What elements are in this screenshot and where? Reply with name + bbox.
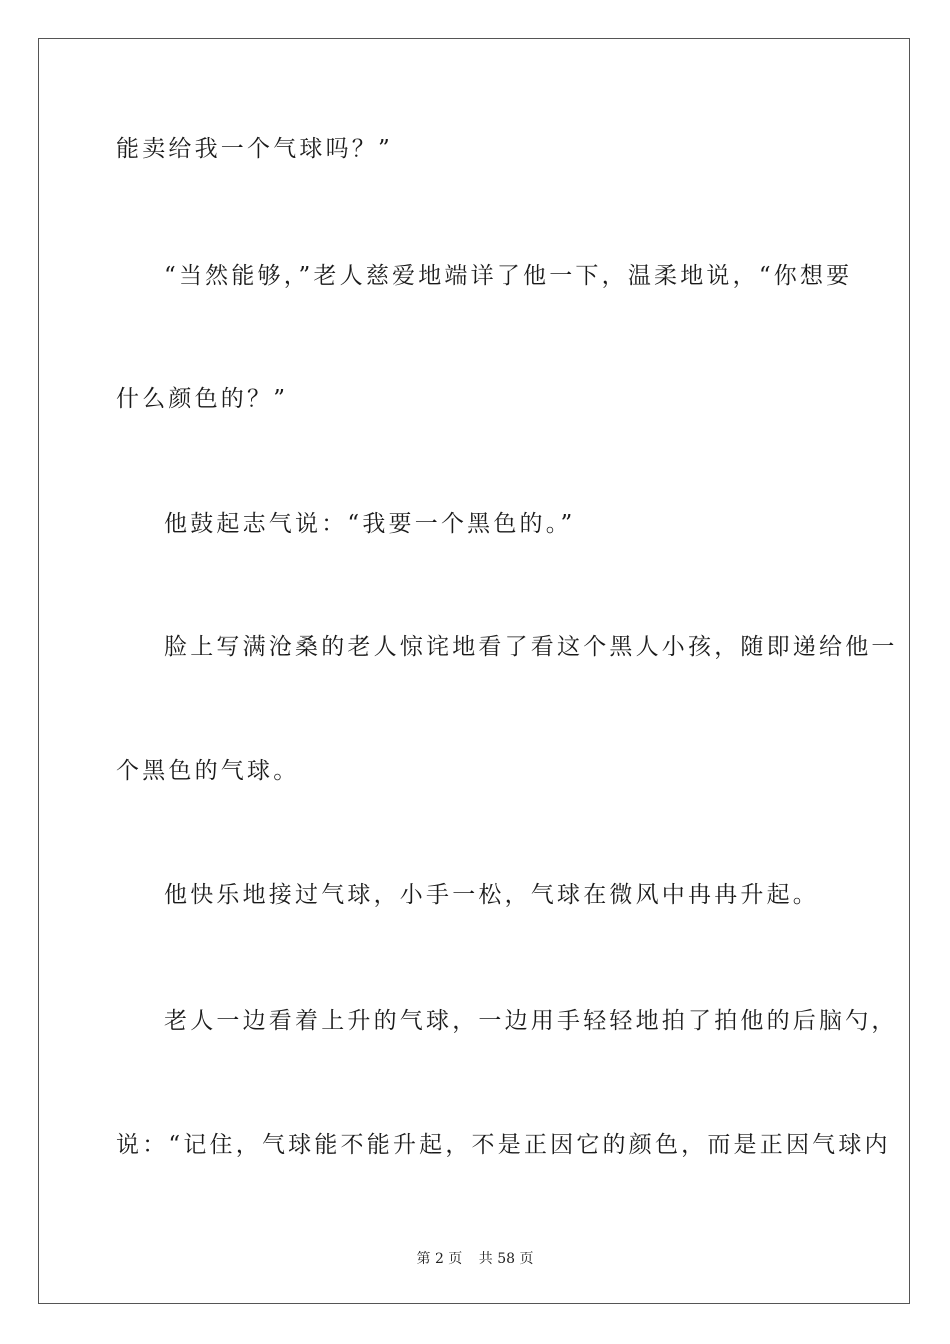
page-number: 第 2 页 xyxy=(416,1251,463,1267)
text-line: “当然能够，”老人慈爱地端详了他一下，温柔地说，“你想要 xyxy=(164,263,853,289)
text-line: 老人一边看着上升的气球，一边用手轻轻地拍了拍他的后脑勺， xyxy=(164,1008,898,1034)
text-line: 他快乐地接过气球，小手一松，气球在微风中冉冉升起。 xyxy=(164,882,819,908)
text-line: 什么颜色的？” xyxy=(116,386,289,412)
text-line: 他鼓起志气说：“我要一个黑色的。” xyxy=(164,511,576,537)
text-line: 个黑色的气球。 xyxy=(116,758,300,784)
total-pages: 共 58 页 xyxy=(478,1251,534,1267)
text-line: 脸上写满沧桑的老人惊诧地看了看这个黑人小孩，随即递给他一 xyxy=(164,634,898,660)
page-footer xyxy=(0,1248,950,1268)
page-border xyxy=(38,38,910,1304)
text-line: 说：“记住，气球能不能升起，不是正因它的颜色，而是正因气球内 xyxy=(116,1132,891,1158)
text-line: 能卖给我一个气球吗？” xyxy=(116,136,393,162)
